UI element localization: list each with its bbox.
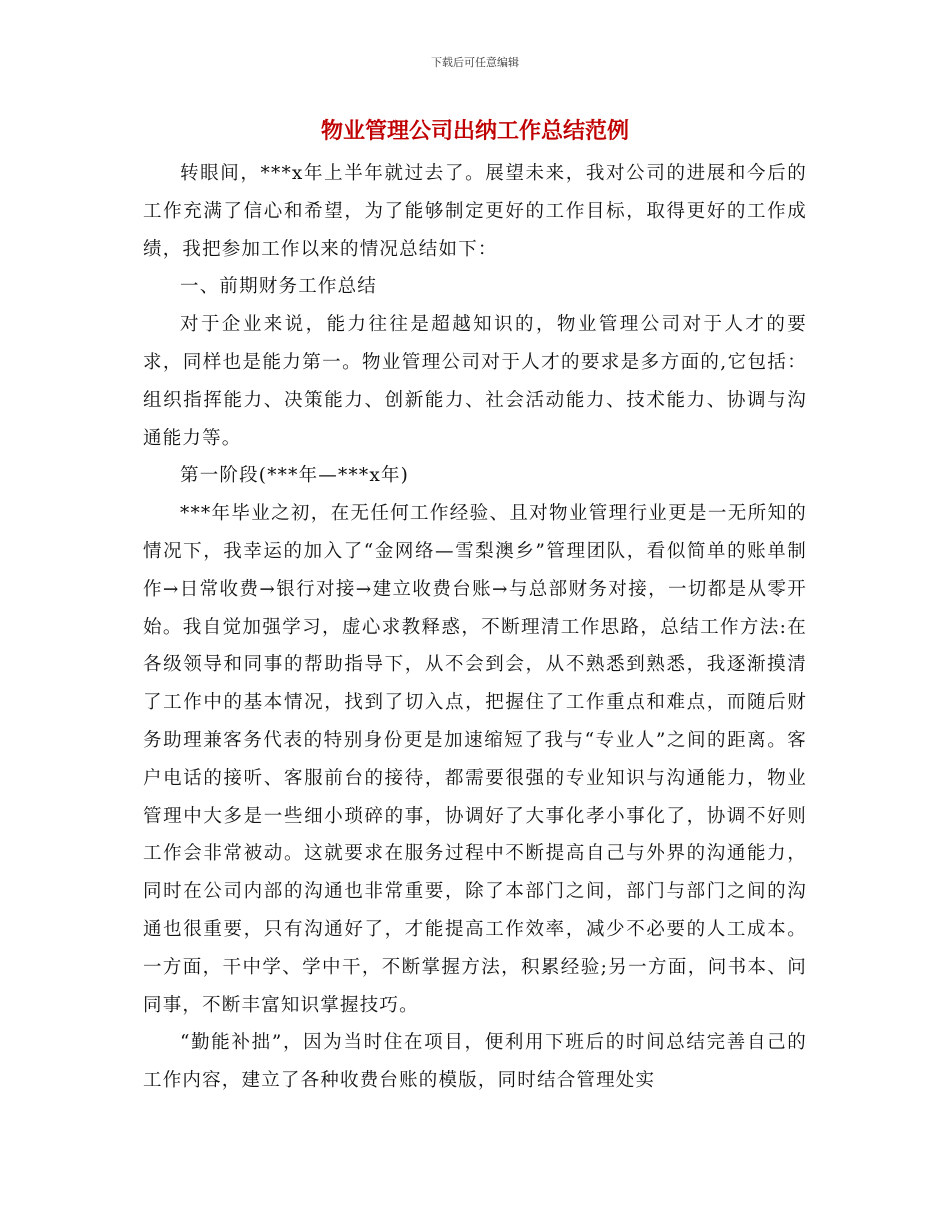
header-note: 下载后可任意编辑 bbox=[431, 56, 519, 69]
stage-heading: 第一阶段(***年—***x年) bbox=[180, 465, 410, 487]
document-title: 物业管理公司出纳工作总结范例 bbox=[320, 119, 629, 144]
paragraph-diligence: “勤能补拙”，因为当时住在项目，便利用下班后的时间总结完善自己的工作内容，建立了各种收费台账的模版，同时结合管理处实 bbox=[143, 1032, 807, 1092]
paragraph-stage-one: ***年毕业之初，在无任何工作经验、且对物业管理行业更是一无所知的情况下，我幸运的加入了“金网络—雪梨澳乡”管理团队，看似简单的账单制作→日常收费→银行对接→建立收费台账→与总部财务对接，一切都是从零开始。我自觉加强学习，虚心求教释惑，不断理清工作思路，总结工作方法:在各级领导和同事的帮助指导下，从不会到会，从不熟悉到熟悉，我逐渐摸清了工作中的基本情况，找到了切入点，把握住了工作重点和难点，而随后财务助理兼客务代表的特别身份更是加速缩短了我与“专业人”之间的距离。客户电话的接听、客服前台的接待，都需要很强的专业知识与沟通能力，物业管理中大多是一些细小琐碎的事，协调好了大事化孝小事化了，协调不好则工作会非常被动。这就要求在服务过程中不断提高自己与外界的沟通能力，同时在公司内部的沟通也非常重要，除了本部门之间，部门与部门之间的沟通也很重要，只有沟通好了，才能提高工作效率，减少不必要的人工成本。一方面，干中学、学中干，不断掌握方法，积累经验;另一方面，问书本、问同事，不断丰富知识掌握技巧。 bbox=[143, 503, 807, 1016]
paragraph-ability: 对于企业来说，能力往往是超越知识的，物业管理公司对于人才的要求，同样也是能力第一。物业管理公司对于人才的要求是多方面的,它包括：组织指挥能力、决策能力、创新能力、社会活动能力、技术能力、协调与沟通能力等。 bbox=[143, 314, 807, 449]
paragraph-intro: 转眼间，***x年上半年就过去了。展望未来，我对公司的进展和今后的工作充满了信心和希望，为了能够制定更好的工作目标，取得更好的工作成绩，我把参加工作以来的情况总结如下： bbox=[143, 163, 807, 260]
document-body bbox=[143, 155, 807, 1100]
section-heading: 一、前期财务工作总结 bbox=[180, 276, 378, 298]
